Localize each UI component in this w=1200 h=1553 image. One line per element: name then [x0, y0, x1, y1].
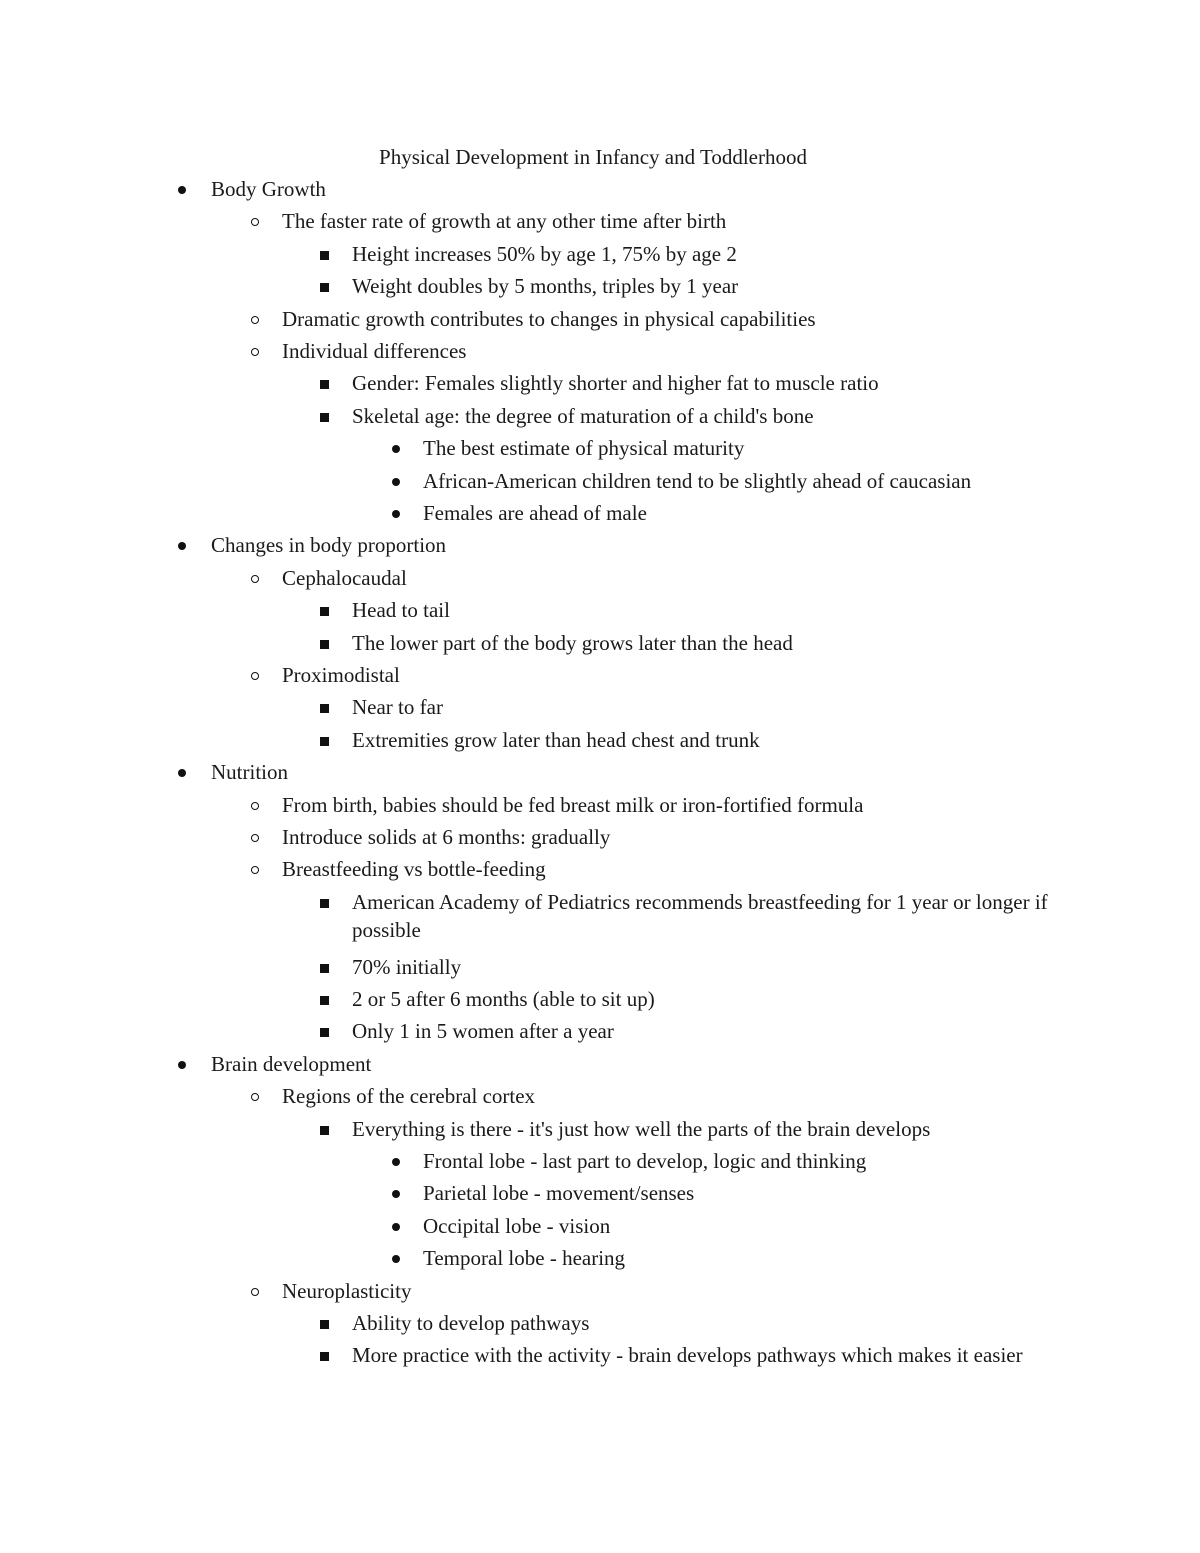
outline-item-level-3	[352, 629, 1052, 657]
outline-item-level-2	[282, 823, 1052, 851]
outline-item-level-2	[282, 1277, 1052, 1305]
square-bullet-icon	[320, 1126, 329, 1135]
square-bullet-icon	[320, 380, 329, 389]
outline-item-level-2	[282, 337, 1052, 365]
document-title	[0, 143, 1200, 171]
outline-item-text: Cephalocaudal	[282, 565, 407, 590]
outline-item-text: Only 1 in 5 women after a year	[352, 1019, 614, 1044]
outline-item-level-3	[352, 1017, 1052, 1045]
square-bullet-icon	[320, 413, 329, 422]
outline-item-text: Changes in body proportion	[211, 533, 447, 558]
outline-item-text: The best estimate of physical maturity	[423, 436, 745, 461]
outline-item-text: Temporal lobe - hearing	[423, 1246, 626, 1271]
square-bullet-icon	[320, 899, 329, 908]
outline-item-text: Body Growth	[211, 177, 326, 201]
outline-item-text: Regions of the cerebral cortex	[282, 1084, 536, 1109]
outline-item-level-3	[352, 369, 1052, 397]
circle-bullet-icon	[251, 866, 259, 874]
circle-bullet-icon	[251, 575, 259, 583]
outline-item-text: Occipital lobe - vision	[423, 1213, 611, 1238]
disc-bullet-icon	[392, 1158, 400, 1166]
outline-item-text: Ability to develop pathways	[352, 1311, 590, 1335]
outline-item-text: Parietal lobe - movement/senses	[423, 1181, 695, 1206]
outline-item-level-2	[282, 791, 1052, 819]
outline-item-level-3	[352, 726, 1052, 754]
disc-bullet-icon	[178, 1061, 186, 1069]
outline-item-text: Everything is there - it's just how well the parts of the brain develops	[352, 1116, 931, 1141]
outline-item-level-1	[211, 1050, 1052, 1078]
disc-bullet-icon	[178, 542, 186, 550]
outline-item-text: Females are ahead of male	[423, 501, 647, 525]
square-bullet-icon	[320, 1320, 329, 1329]
outline-item-level-2	[282, 661, 1052, 689]
outline-item-text: The lower part of the body grows later than the head	[352, 630, 793, 655]
outline-item-level-3	[352, 693, 1052, 721]
square-bullet-icon	[320, 283, 329, 292]
outline-item-text: Individual differences	[282, 339, 467, 363]
outline-item-text: From birth, babies should be fed breast milk or iron-fortified formula	[282, 792, 864, 817]
outline-item-text: More practice with the activity - brain develops pathways which makes it easier	[352, 1343, 1023, 1368]
outline-item-text: Introduce solids at 6 months: gradually	[282, 825, 611, 849]
outline-item-level-3	[352, 985, 1052, 1013]
outline-item-level-2	[282, 207, 1052, 235]
outline-item-text: American Academy of Pediatrics recommends breastfeeding for 1 year or longer if possible	[352, 889, 1048, 942]
outline-item-text: Proximodistal	[282, 663, 400, 687]
outline-item-level-2	[282, 564, 1052, 592]
outline-item-level-2	[282, 855, 1052, 883]
outline-item-text: Breastfeeding vs bottle-feeding	[282, 857, 546, 882]
outline-item-level-4	[423, 467, 1052, 495]
disc-bullet-icon	[178, 186, 186, 194]
disc-bullet-icon	[392, 445, 400, 453]
circle-bullet-icon	[251, 834, 259, 842]
circle-bullet-icon	[251, 802, 259, 810]
disc-bullet-icon	[392, 478, 400, 486]
outline-item-level-1	[211, 175, 1052, 203]
outline-item-level-3	[352, 953, 1052, 981]
outline-item-level-2	[282, 1082, 1052, 1110]
outline-item-text: Nutrition	[211, 760, 288, 785]
outline-item-level-1	[211, 758, 1052, 786]
outline-item-level-4	[423, 1179, 1052, 1207]
circle-bullet-icon	[251, 1093, 259, 1101]
square-bullet-icon	[320, 1028, 329, 1037]
outline-item-text: Gender: Females slightly shorter and higher fat to muscle ratio	[352, 371, 879, 396]
disc-bullet-icon	[392, 1223, 400, 1231]
outline-item-text: Head to tail	[352, 598, 450, 623]
outline-item-text: Dramatic growth contributes to changes in physical capabilities	[282, 306, 816, 331]
outline-item-text: Near to far	[352, 695, 443, 720]
outline-item-level-3	[352, 596, 1052, 624]
outline-item-text: Skeletal age: the degree of maturation of a child's bone	[352, 403, 814, 428]
square-bullet-icon	[320, 251, 329, 260]
outline-item-level-2	[282, 305, 1052, 333]
circle-bullet-icon	[251, 348, 259, 356]
square-bullet-icon	[320, 964, 329, 973]
outline-item-level-4	[423, 1244, 1052, 1272]
outline-item-level-4	[423, 434, 1052, 462]
outline-item-level-3	[352, 1309, 1052, 1337]
outline-item-level-3	[352, 402, 1052, 430]
outline-item-level-4	[423, 1212, 1052, 1240]
document-title-text: Physical Development in Infancy and Toddlerhood	[379, 145, 807, 169]
outline-item-level-3	[352, 1341, 1052, 1369]
outline-item-text: Neuroplasticity	[282, 1278, 412, 1303]
disc-bullet-icon	[178, 769, 186, 777]
outline-item-level-4	[423, 499, 1052, 527]
outline-item-text: Height increases 50% by age 1, 75% by age 2	[352, 241, 737, 266]
square-bullet-icon	[320, 607, 329, 616]
outline-item-text: Brain development	[211, 1051, 372, 1076]
circle-bullet-icon	[251, 1288, 259, 1296]
circle-bullet-icon	[251, 316, 259, 324]
square-bullet-icon	[320, 704, 329, 713]
outline-item-level-3	[352, 272, 1052, 300]
outline-item-text: Extremities grow later than head chest and trunk	[352, 727, 760, 752]
square-bullet-icon	[320, 996, 329, 1005]
circle-bullet-icon	[251, 218, 259, 226]
outline-item-text: 2 or 5 after 6 months (able to sit up)	[352, 987, 655, 1011]
outline-item-level-4	[423, 1147, 1052, 1175]
disc-bullet-icon	[392, 1190, 400, 1198]
outline-item-text: African-American children tend to be slightly ahead of caucasian	[423, 468, 972, 493]
disc-bullet-icon	[392, 510, 400, 518]
outline-item-text: Weight doubles by 5 months, triples by 1 year	[352, 274, 739, 299]
outline-item-text: Frontal lobe - last part to develop, logic and thinking	[423, 1149, 867, 1173]
outline-item-level-3	[352, 240, 1052, 268]
outline-item-level-1	[211, 531, 1052, 559]
outline-item-level-3	[352, 888, 1052, 944]
outline-item-text: 70% initially	[352, 954, 462, 979]
outline-item-text: The faster rate of growth at any other time after birth	[282, 209, 727, 234]
disc-bullet-icon	[392, 1255, 400, 1263]
square-bullet-icon	[320, 640, 329, 649]
square-bullet-icon	[320, 1352, 329, 1361]
square-bullet-icon	[320, 737, 329, 746]
outline-item-level-3	[352, 1115, 1052, 1143]
circle-bullet-icon	[251, 672, 259, 680]
